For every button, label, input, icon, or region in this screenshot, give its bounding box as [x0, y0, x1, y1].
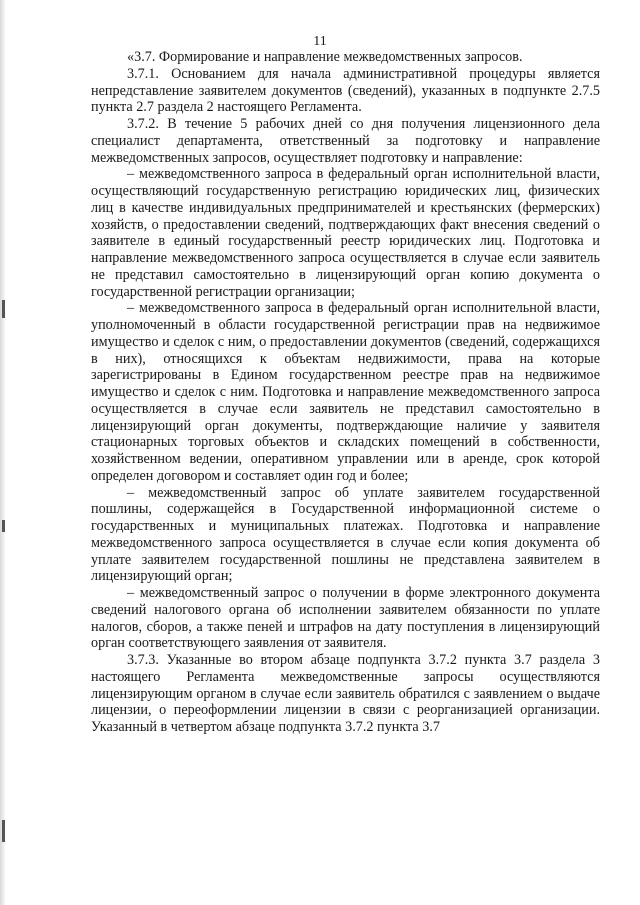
paragraph-3-7-2: 3.7.2. В течение 5 рабочих дней со дня получения лицензионного дела специалист департамента, ответственный за подготовку и направление межведомственных запросов, осуществляет подготовку и направление: [91, 116, 600, 166]
paragraph-3-7-3: 3.7.3. Указанные во втором абзаце подпункта 3.7.2 пункта 3.7 раздела 3 настоящего Регламента межведомственные запросы осуществляются лицензирующим органом в случае если заявитель обратился с заявлением о выдаче лицензии, о переоформлении лицензии в связи с реорганизацией организации. Указанный в четвертом абзаце подпункта 3.7.2 пункта 3.7 [91, 652, 600, 735]
scan-artifact [2, 820, 5, 842]
scan-edge-shadow [0, 0, 6, 905]
page-number: 11 [313, 34, 327, 49]
document-body [91, 49, 600, 736]
scan-artifact [2, 300, 5, 318]
list-item-tax-registration-request: – межведомственного запроса в федеральный орган исполнительной власти, осуществляющий государственную регистрацию юридических лиц, физических лиц в качестве индивидуальных предпринимателей и крестьянских (фермерских) хозяйств, о предоставлении сведений, подтверждающих факт внесения сведений о заявителе в единый государственный реестр юридических лиц. Подготовка и направление межведомственного запроса осуществляется в случае если заявитель не представил самостоятельно в лицензирующий орган копию документа о государственной регистрации организации; [91, 166, 600, 300]
list-item-tax-obligations-request: – межведомственный запрос о получении в форме электронного документа сведений налогового органа об исполнении заявителем обязанности по уплате налогов, сборов, а также пеней и штрафов на дату поступления в лицензирующий орган соответствующего заявления от заявителя. [91, 585, 600, 652]
list-item-property-rights-request: – межведомственного запроса в федеральный орган исполнительной власти, уполномоченный в области государственной регистрации прав на недвижимое имущество и сделок с ним, о предоставлении документов (сведений, содержащихся в них), относящихся к объектам недвижимости, права на которые зарегистрированы в Едином государственном реестре прав на недвижимое имущество и сделок с ним. Подготовка и направление межведомственного запроса осуществляется в случае если заявитель не представил самостоятельно в лицензирующий орган документы, подтверждающие наличие у заявителя стационарных торговых объектов и складских помещений в собственности, хозяйственном ведении, оперативном управлении или в аренде, срок которой определен договором и составляет один год и более; [91, 300, 600, 484]
section-heading: «3.7. Формирование и направление межведомственных запросов. [127, 49, 523, 65]
scan-artifact [2, 520, 5, 532]
paragraph-3-7-1: 3.7.1. Основанием для начала административной процедуры является непредставление заявителем документов (сведений), указанных в подпункте 2.7.5 пункта 2.7 раздела 2 настоящего Регламента. [91, 65, 600, 116]
list-item-state-duty-request: – межведомственный запрос об уплате заявителем государственной пошлины, содержащейся в Государственной информационной системе о государственных и муниципальных платежах. Подготовка и направление межведомственного запроса осуществляется в случае если копия документа об уплате заявителем государственной пошлины не представлена заявителем в лицензирующий орган; [91, 484, 600, 585]
